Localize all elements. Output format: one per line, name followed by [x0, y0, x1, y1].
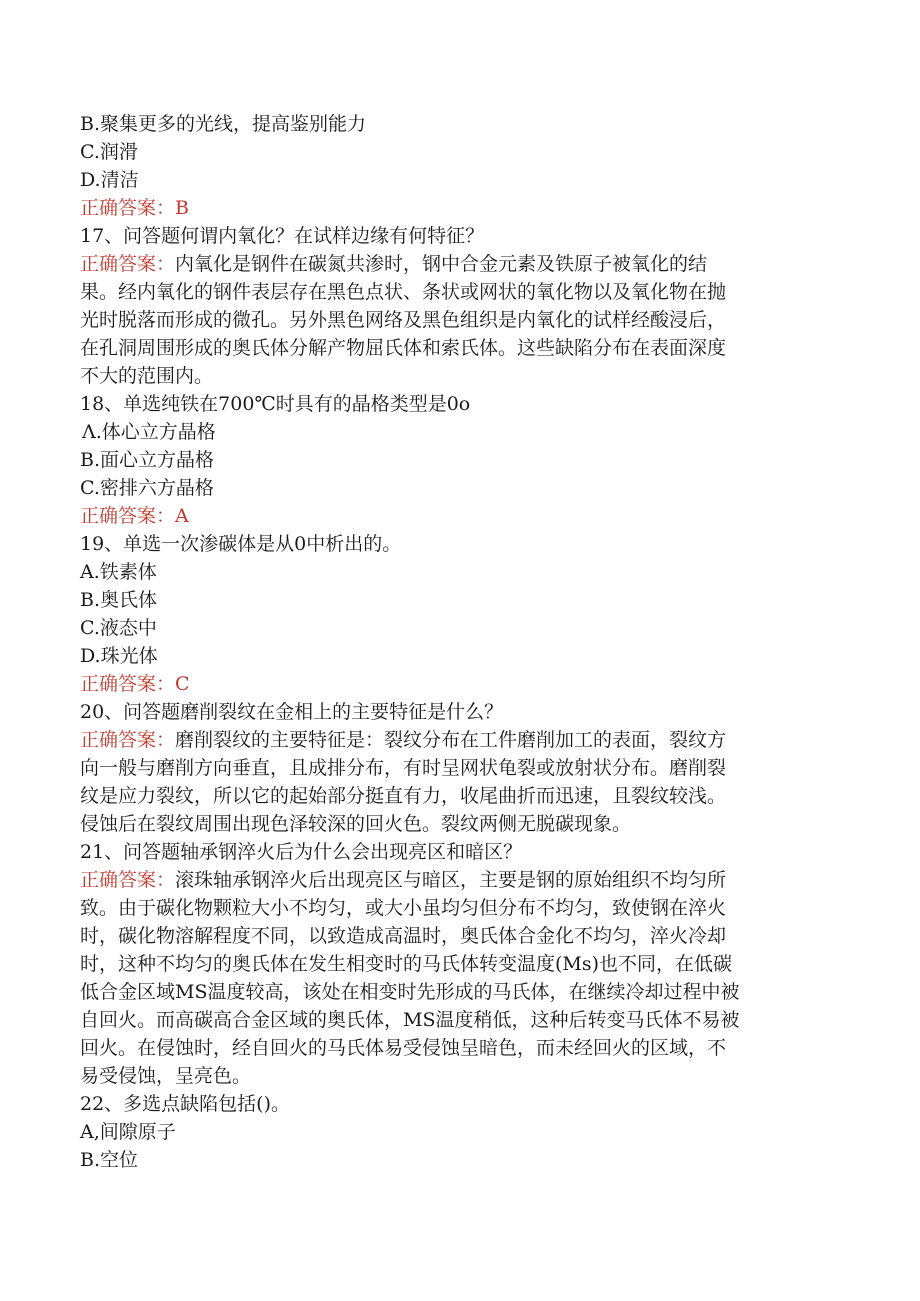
q17-answer-text: 内氧化是钢件在碳氮共渗时，钢中合金元素及铁原子被氧化的结	[175, 253, 708, 275]
q21-answer-line-7: 回火。在侵蚀时，经自回火的马氏体易受侵蚀呈暗色，而未经回火的区域，不	[80, 1037, 727, 1059]
q16-option-c: C.润滑	[80, 141, 138, 163]
q20-answer-line-1	[80, 726, 840, 754]
q21-answer-line-1	[80, 866, 840, 894]
q21-answer-line-8: 易受侵蚀，呈亮色。	[80, 1065, 252, 1087]
q17-answer-line-1	[80, 250, 840, 278]
q18-option-b: B.面心立方晶格	[80, 449, 215, 471]
q21-answer-line-6: 自回火。而高碳高合金区域的奥氏体，MS温度稍低，这种后转变马氏体不易被	[80, 1009, 740, 1031]
q16-option-b: B.聚集更多的光线，提高鉴别能力	[80, 113, 367, 135]
q21-answer-line-3: 时，碳化物溶解程度不同，以致造成高温时，奥氏体合金化不均匀，淬火冷却	[80, 925, 727, 947]
answer-label: 正确答案：	[80, 505, 176, 527]
q19-option-d: D.珠光体	[80, 645, 158, 667]
q19-answer-value: C	[175, 673, 190, 695]
answer-label: 正确答案：	[80, 869, 176, 891]
q21-answer-line-4: 时，这种不均匀的奥氏体在发生相变时的马氏体转变温度(Ms)也不同，在低碳	[80, 953, 733, 975]
q18-answer	[80, 502, 840, 530]
answer-label: 正确答案：	[80, 197, 176, 219]
q18-answer-value: A	[175, 505, 189, 527]
q19-option-a: A.铁素体	[80, 561, 157, 583]
q21-answer-line-2: 致。由于碳化物颗粒大小不均匀，或大小虽均匀但分布不均匀，致使钢在淬火	[80, 897, 727, 919]
q17-title: 17、问答题何谓内氧化？在试样边缘有何特征？	[80, 225, 485, 247]
q19-title: 19、单选一次渗碳体是从0中析出的。	[80, 533, 402, 555]
q21-answer-line-5: 低合金区域MS温度较高，该处在相变时先形成的马氏体，在继续冷却过程中被	[80, 981, 740, 1003]
q18-option-a: Λ.体心立方晶格	[82, 421, 216, 443]
q17-answer-line-5: 不大的范围内。	[80, 365, 214, 387]
q17-answer-line-4: 在孔洞周围形成的奥氏体分解产物屈氏体和索氏体。这些缺陷分布在表面深度	[80, 337, 727, 359]
q22-option-b: B.空位	[80, 1149, 139, 1171]
q20-title: 20、问答题磨削裂纹在金相上的主要特征是什么？	[80, 701, 504, 723]
document-page	[80, 110, 840, 1174]
answer-label: 正确答案：	[80, 253, 176, 275]
q19-answer	[80, 670, 840, 698]
q18-option-c: C.密排六方晶格	[80, 477, 214, 499]
answer-label: 正确答案：	[80, 673, 176, 695]
q16-option-d: D.清洁	[80, 169, 139, 191]
q21-answer-text: 滚珠轴承钢淬火后出现亮区与暗区，主要是钢的原始组织不均匀所	[175, 869, 727, 891]
q20-answer-text: 磨削裂纹的主要特征是：裂纹分布在工件磨削加工的表面，裂纹方	[175, 729, 727, 751]
answer-label: 正确答案：	[80, 729, 176, 751]
q22-option-a: A,间隙原子	[80, 1121, 176, 1143]
q21-title: 21、问答题轴承钢淬火后为什么会出现亮区和暗区？	[80, 841, 523, 863]
q17-answer-line-3: 光时脱落而形成的微孔。另外黑色网络及黑色组织是内氧化的试样经酸浸后，	[80, 309, 727, 331]
q16-answer	[80, 194, 840, 222]
q19-option-c: C.液态中	[80, 617, 157, 639]
q20-answer-line-4: 侵蚀后在裂纹周围出现色泽较深的回火色。裂纹两侧无脱碳现象。	[80, 813, 632, 835]
q17-answer-line-2: 果。经内氧化的钢件表层存在黑色点状、条状或网状的氧化物以及氧化物在抛	[80, 281, 727, 303]
q20-answer-line-2: 向一般与磨削方向垂直，且成排分布，有时呈网状龟裂或放射状分布。磨削裂	[80, 757, 727, 779]
q20-answer-line-3: 纹是应力裂纹，所以它的起始部分挺直有力，收尾曲折而迅速，且裂纹较浅。	[80, 785, 727, 807]
q19-option-b: B.奥氏体	[80, 589, 158, 611]
q18-title: 18、单选纯铁在700℃时具有的晶格类型是0o	[80, 393, 471, 415]
q22-title: 22、多选点缺陷包括()。	[80, 1093, 291, 1115]
q16-answer-value: B	[175, 197, 189, 219]
